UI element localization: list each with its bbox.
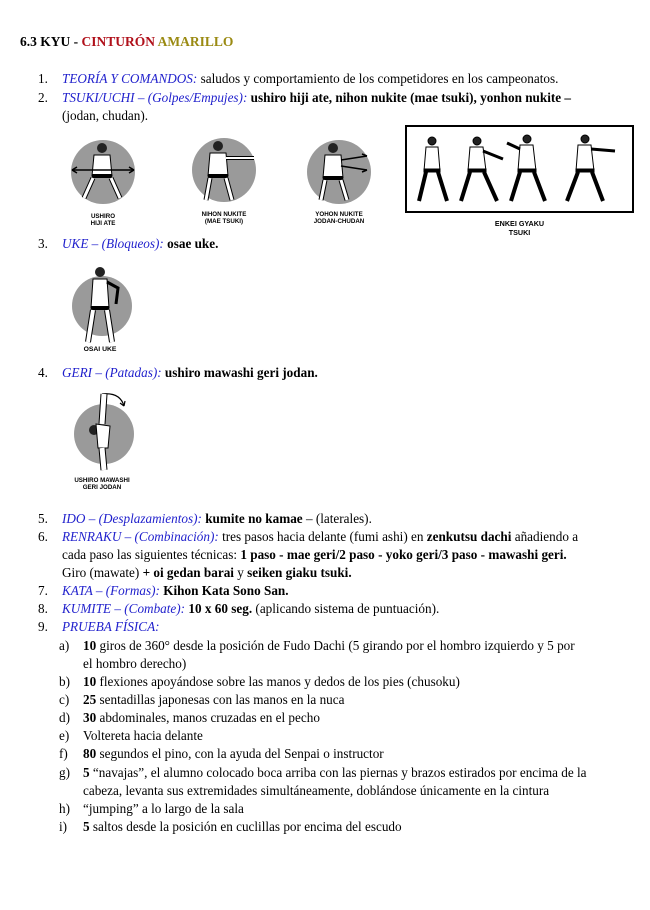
heading-color: AMARILLO: [157, 34, 234, 49]
figure-label: USHIRO HIJI ATE: [90, 213, 116, 227]
figure-label: USHIRO MAWASHI GERI JODAN: [74, 477, 130, 491]
heading-belt: CINTURÓN: [81, 34, 158, 49]
sub-item: f) 80 segundos el pino, con la ayuda del Senpai o instructor: [59, 746, 384, 761]
yonhon-nukite-illustration: [303, 136, 375, 212]
sub-item: b) 10 flexiones apoyándose sobre las manos y dedos de los pies (chusoku): [59, 674, 460, 689]
list-item: 9. PRUEBA FÍSICA:: [38, 619, 160, 634]
figure-label: ENKEI GYAKU TSUKI: [494, 219, 545, 237]
list-item: 1. TEORÍA Y COMANDOS: saludos y comportamiento de los competidores en los campeonatos.: [38, 71, 559, 86]
sub-item: h) “jumping” a lo largo de la sala: [59, 801, 244, 816]
enkei-gyaku-tsuki-sequence: [407, 127, 632, 211]
heading-prefix: 6.3 KYU -: [20, 34, 82, 49]
list-item: 3. UKE – (Bloqueos): osae uke.: [38, 236, 219, 251]
sub-item: e) Voltereta hacia delante: [59, 728, 203, 743]
sub-item-continuation: el hombro derecho): [83, 656, 187, 671]
ushiro-hiji-ate-illustration: [68, 136, 138, 214]
list-item-continuation: (jodan, chudan).: [62, 108, 149, 123]
enkei-gyaku-tsuki-frame: [405, 125, 634, 213]
list-item: 2. TSUKI/UCHI – (Golpes/Empujes): ushiro hiji ate, nihon nukite (mae tsuki), yonhon nukite –: [38, 90, 572, 105]
nihon-nukite-illustration: [188, 134, 260, 212]
figure-label: YOHON NUKITE JODAN-CHUDAN: [313, 211, 365, 225]
sub-item-continuation: cabeza, levanta sus extremidades simultáneamente, doblándose únicamente en la cintura: [83, 783, 550, 798]
list-item: 8. KUMITE – (Combate): 10 x 60 seg. (aplicando sistema de puntuación).: [38, 601, 440, 616]
sub-item: d) 30 abdominales, manos cruzadas en el pecho: [59, 710, 320, 725]
list-item: 6. RENRAKU – (Combinación): tres pasos hacia delante (fumi ashi) en zenkutsu dachi añadiendo a: [38, 529, 579, 544]
sub-item: c) 25 sentadillas japonesas con las manos en la nuca: [59, 692, 345, 707]
sub-item: a) 10 giros de 360° desde la posición de Fudo Dachi (5 girando por el hombro izquierdo y 5 por: [59, 638, 575, 653]
sub-item: i) 5 saltos desde la posición en cuclillas por encima del escudo: [59, 819, 402, 834]
figure-label: NIHON NUKITE (MAE TSUKI): [201, 211, 247, 225]
section-heading: [20, 33, 233, 51]
sub-item: g) 5 “navajas”, el alumno colocado boca arriba con las piernas y brazos estirados por encima de la: [59, 765, 587, 780]
ushiro-mawashi-geri-illustration: [68, 388, 136, 474]
osae-uke-illustration: [66, 262, 134, 346]
list-item: 5. IDO – (Desplazamientos): kumite no kamae – (laterales).: [38, 511, 372, 526]
list-item-continuation: Giro (mawate) + oi gedan barai y seiken giaku tsuki.: [62, 565, 352, 580]
list-item: 7. KATA – (Formas): Kihon Kata Sono San.: [38, 583, 289, 598]
list-item-continuation: cada paso las siguientes técnicas: 1 paso - mae geri/2 paso - yoko geri/3 paso - mawashi geri.: [62, 547, 567, 562]
list-item: 4. GERI – (Patadas): ushiro mawashi geri jodan.: [38, 365, 318, 380]
figure-label: OSAI UKE: [83, 346, 117, 353]
